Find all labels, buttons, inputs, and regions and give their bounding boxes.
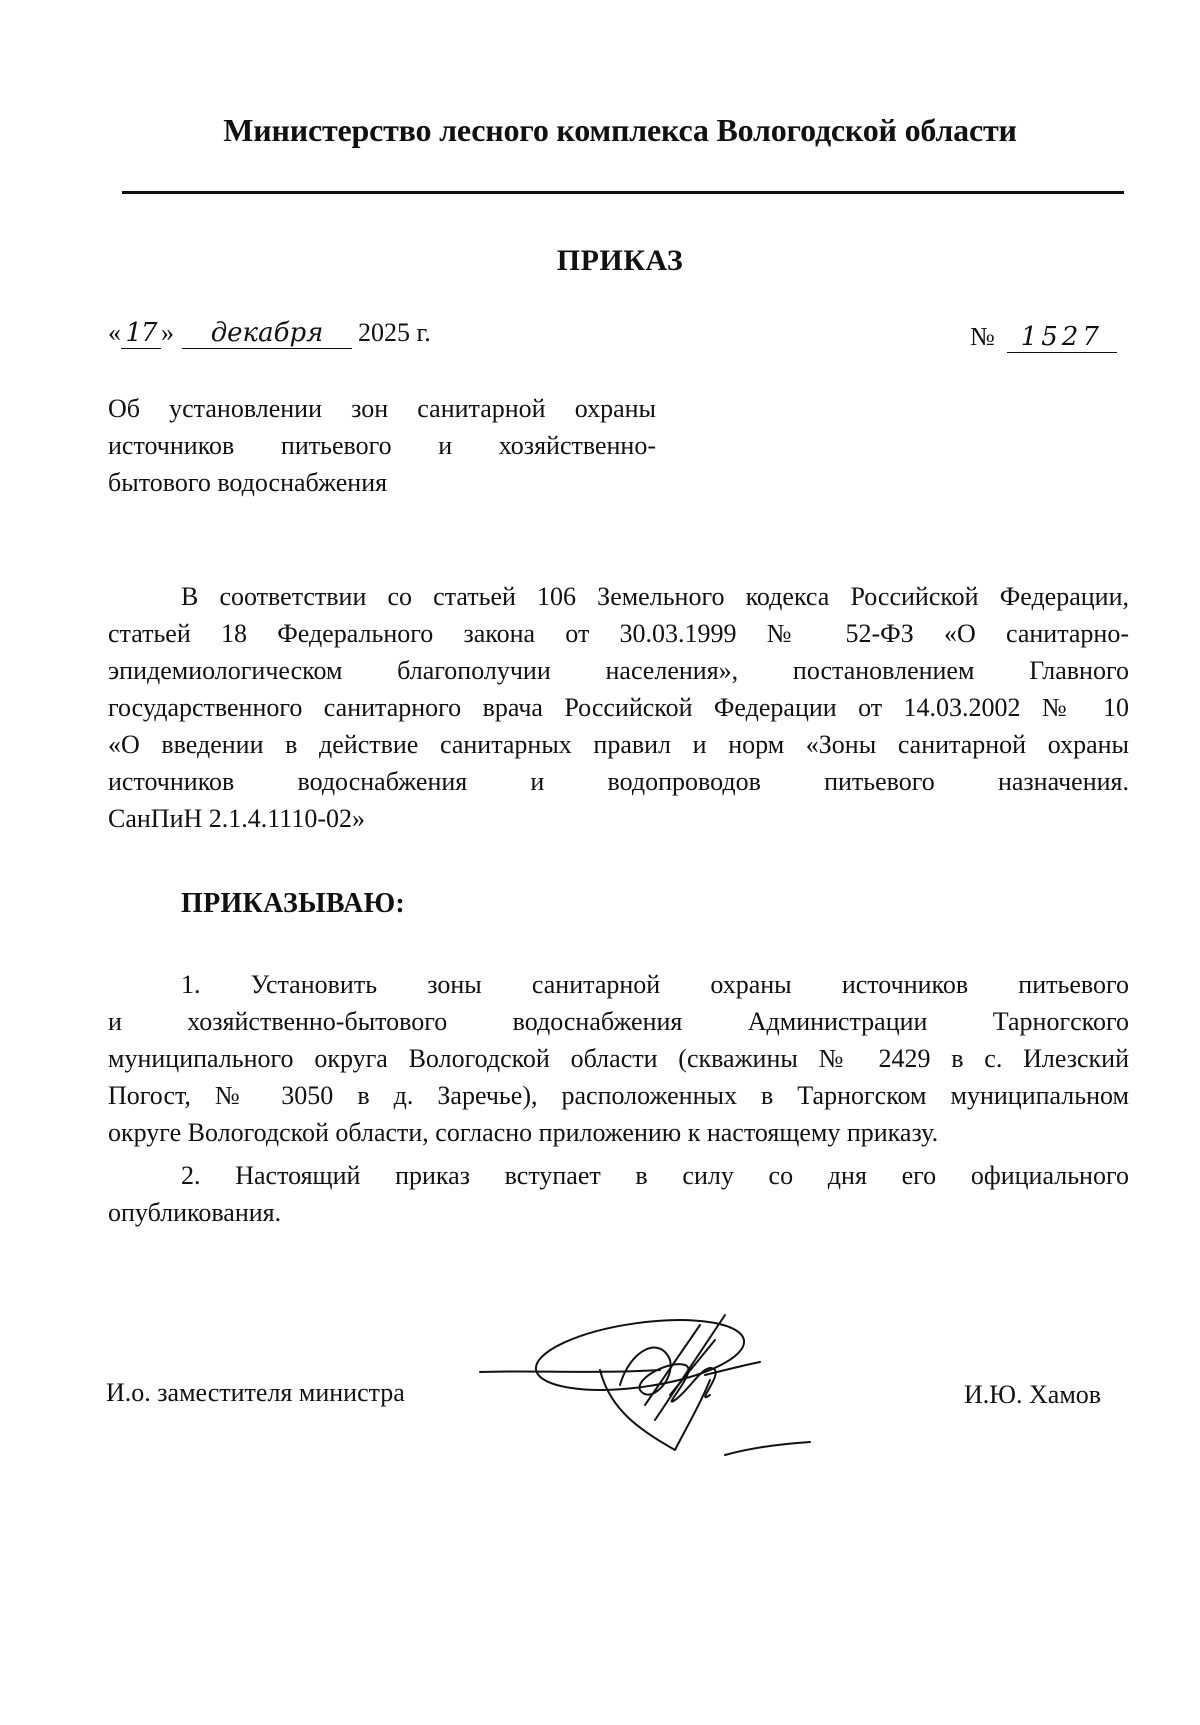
item-2-paragraph [108, 1157, 1129, 1231]
subject-line: источников питьевого и хозяйственно- [108, 431, 656, 460]
handwritten-signature [470, 1310, 860, 1460]
preamble-line: статьей 18 Федерального закона от 30.03.1999 № 52-ФЗ «О санитарно- [108, 619, 1129, 648]
date-close-quote: » [161, 318, 174, 347]
signatory-position: И.о. заместителя министра [106, 1378, 405, 1407]
document-type-title: ПРИКАЗ [556, 244, 684, 277]
number-label: № [970, 322, 995, 351]
item-1-line: муниципального округа Вологодской области (скважины № 2429 в с. Илезский [108, 1044, 1129, 1073]
item-1-line: и хозяйственно-бытового водоснабжения Администрации Тарногского [108, 1007, 1129, 1036]
preamble-line: источников водоснабжения и водопроводов питьевого назначения. [108, 767, 1129, 796]
date-year: 2025 г. [358, 318, 431, 347]
subject-line: Об установлении зон санитарной охраны [108, 394, 656, 423]
handwritten-month: декабря [182, 318, 352, 349]
order-subject [108, 390, 656, 501]
subject-line: бытового водоснабжения [108, 468, 388, 497]
date-open-quote: « [108, 318, 121, 347]
preamble-line: государственного санитарного врача Российской Федерации от 14.03.2002 № 10 [108, 693, 1129, 722]
preamble-paragraph [108, 578, 1129, 837]
item-1-line: 1. Установить зоны санитарной охраны источников питьевого [181, 970, 1129, 999]
item-1-line: округе Вологодской области, согласно приложению к настоящему приказу. [108, 1118, 939, 1147]
item-2-line: 2. Настоящий приказ вступает в силу со дня его официального [181, 1161, 1129, 1190]
order-word-heading: ПРИКАЗЫВАЮ: [181, 888, 406, 919]
handwritten-day: 17 [121, 318, 161, 349]
preamble-line: «О введении в действие санитарных правил и норм «Зоны санитарной охраны [108, 730, 1129, 759]
preamble-line: эпидемиологическом благополучии населения», постановлением Главного [108, 656, 1129, 685]
handwritten-number: 1527 [1007, 322, 1117, 353]
signatory-name: И.Ю. Хамов [964, 1380, 1102, 1409]
item-1-line: Погост, № 3050 в д. Заречье), расположенных в Тарногском муниципальном [108, 1081, 1129, 1110]
item-1-paragraph [108, 966, 1129, 1151]
header-rule [122, 191, 1124, 194]
document-number [970, 322, 1117, 353]
preamble-line: СанПиН 2.1.4.1110-02» [108, 804, 365, 833]
ministry-name: Министерство лесного комплекса Вологодской области [223, 112, 1017, 148]
item-2-line: опубликования. [108, 1198, 282, 1227]
preamble-line: В соответствии со статьей 106 Земельного кодекса Российской Федерации, [181, 582, 1129, 611]
document-date [108, 318, 431, 349]
